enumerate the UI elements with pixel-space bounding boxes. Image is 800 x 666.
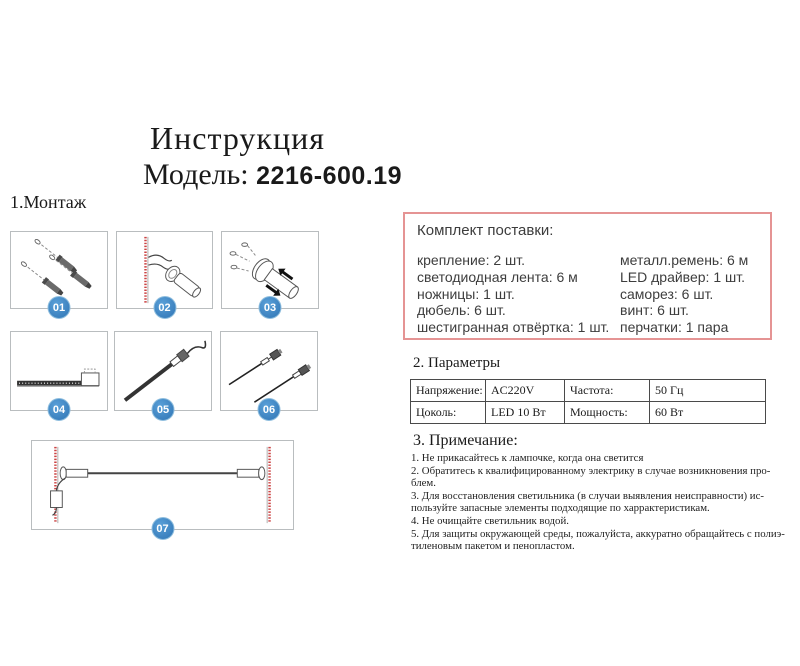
param-label: Мощность: [565,402,650,424]
package-item: LED драйвер: 1 шт. [620,268,745,285]
step-04-panel [10,331,108,416]
step-02-panel [116,231,213,314]
package-contents-title: Комплект поставки: [417,222,554,239]
param-value: AC220V [486,380,565,402]
note-line: 5. Для защиты окружающей среды, пожалуйста, аккуратно обращайтесь с полиэ- [411,527,785,540]
note-line: 4. Не очищайте светильник водой. [411,514,569,527]
note-line: 3. Для восстановления светильника (в случаи выявления неисправности) ис- [411,489,764,502]
note-line: 2. Обратитесь к квалифицированному электрику в случае возникновения про- [411,464,771,477]
package-item: светодиодная лента: 6 м [417,268,578,285]
step-03-badge: 03 [259,296,282,319]
page-title: Инструкция [150,120,325,156]
step-06-panel [220,331,318,416]
param-label: Напряжение: [411,380,486,402]
step-01-panel [10,231,108,314]
parameters-section-heading: 2. Параметры [413,355,501,371]
step-03-panel [221,231,319,314]
step-05-panel [114,331,212,416]
step-04-badge: 04 [48,398,71,421]
note-line: блем. [411,477,436,490]
param-label: Цоколь: [411,402,486,424]
package-item: шестигранная отвёртка: 1 шт. [417,319,610,336]
model-number: 2216-600.19 [256,162,403,190]
package-item: крепление: 2 шт. [417,252,526,268]
step-07-illustration-installed-light [32,441,293,529]
param-value: 60 Вт [650,402,766,424]
package-item: саморез: 6 шт. [620,285,714,302]
step-06-badge: 06 [258,398,281,421]
notes-list [411,452,796,553]
package-item: дюбель: 6 шт. [417,302,506,319]
model-label: Модель: [143,158,249,191]
step-05-badge: 05 [152,398,175,421]
note-line: 1. Не прикасайтесь к лампочке, когда она светится [411,452,644,464]
note-line: пользуйте запасные элементы подходящие по харрактеристикам. [411,502,710,515]
montage-section-heading: 1.Монтаж [10,192,87,212]
package-left-column [417,252,609,336]
model-line [143,158,402,192]
package-item: винт: 6 шт. [620,302,689,319]
table-row [411,402,766,424]
note-line: тиленовым пакетом и пенопластом. [411,540,575,553]
param-value: 50 Гц [650,380,766,402]
package-item: ножницы: 1 шт. [417,285,515,302]
step-02-badge: 02 [153,296,176,319]
step-01-badge: 01 [48,296,71,319]
package-right-column [620,252,748,336]
package-contents-box [403,212,772,340]
package-item: перчатки: 1 пара [620,319,729,336]
param-label: Частота: [565,380,650,402]
package-item: металл.ремень: 6 м [620,252,749,268]
table-row [411,380,766,402]
step-07-panel [31,440,294,535]
param-value: LED 10 Вт [486,402,565,424]
parameters-table [410,379,766,424]
step-07-badge: 07 [151,517,174,540]
notes-section-heading: 3. Примечание: [413,432,518,449]
